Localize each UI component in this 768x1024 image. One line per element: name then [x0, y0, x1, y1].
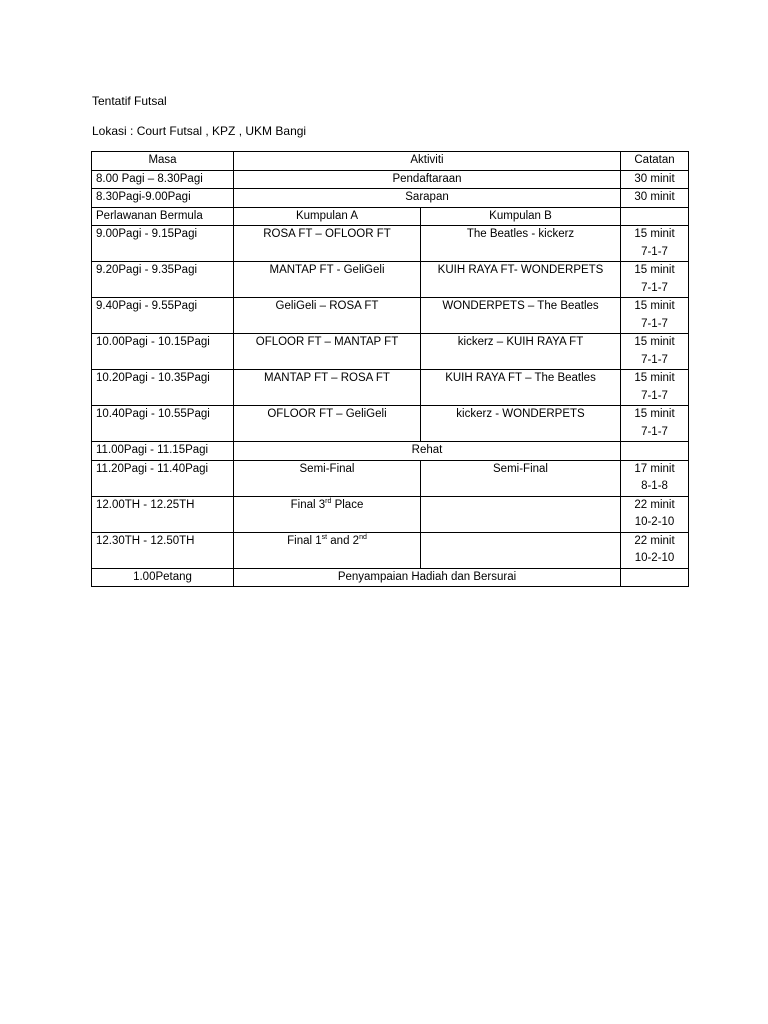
final-first-time: 12.30TH - 12.50TH: [92, 532, 234, 568]
header-masa: Masa: [92, 152, 234, 171]
empty-cell: [621, 568, 689, 587]
group-b-match: The Beatles - kickerz: [421, 226, 621, 262]
match-time: 9.40Pagi - 9.55Pagi: [92, 298, 234, 334]
final-third-format: 10-2-10: [634, 516, 675, 528]
match-format: 7-1-7: [641, 245, 668, 258]
rest-time: 11.00Pagi - 11.15Pagi: [92, 442, 234, 461]
match-row: [92, 406, 689, 442]
match-time: 10.20Pagi - 10.35Pagi: [92, 370, 234, 406]
match-duration: 15 minit: [634, 408, 675, 420]
breakfast-row: [92, 189, 689, 208]
group-b-match: kickerz – KUIH RAYA FT: [421, 334, 621, 370]
rest-activity: Rehat: [234, 442, 621, 461]
semi-final-duration: 17 minit: [634, 462, 675, 475]
match-note: [621, 298, 689, 334]
group-b-match: KUIH RAYA FT – The Beatles: [421, 370, 621, 406]
closing-activity: Penyampaian Hadiah dan Bersurai: [234, 568, 621, 587]
match-format: 7-1-7: [641, 281, 668, 294]
registration-note: 30 minit: [621, 170, 689, 189]
schedule-table: [91, 151, 689, 587]
group-b-match: WONDERPETS – The Beatles: [421, 298, 621, 334]
group-a-match: ROSA FT – OFLOOR FT: [234, 226, 421, 262]
final-third-duration: 22 minit: [634, 498, 675, 511]
match-format: 7-1-7: [641, 389, 668, 402]
match-row: [92, 370, 689, 406]
final-third-note: [621, 496, 689, 532]
group-a-match: OFLOOR FT – MANTAP FT: [234, 334, 421, 370]
final-first-label: Final 1st and 2nd: [234, 532, 421, 568]
rest-row: [92, 442, 689, 461]
match-row: [92, 262, 689, 298]
final-third-label: Final 3rd Place: [234, 496, 421, 532]
group-a-match: GeliGeli – ROSA FT: [234, 298, 421, 334]
empty-cell: [421, 532, 621, 568]
group-b-match: kickerz - WONDERPETS: [421, 406, 621, 442]
breakfast-activity: Sarapan: [234, 189, 621, 208]
match-note: [621, 334, 689, 370]
final-third-row: [92, 496, 689, 532]
semi-final-group-a: Semi-Final: [234, 460, 421, 496]
match-time: 9.00Pagi - 9.15Pagi: [92, 226, 234, 262]
match-note: [621, 406, 689, 442]
empty-cell: [621, 207, 689, 226]
match-format: 7-1-7: [641, 353, 668, 366]
match-duration: 15 minit: [634, 372, 675, 384]
match-duration: 15 minit: [634, 228, 675, 240]
match-format: 7-1-7: [641, 425, 668, 438]
group-b-match: KUIH RAYA FT- WONDERPETS: [421, 262, 621, 298]
empty-cell: [621, 442, 689, 461]
match-note: [621, 262, 689, 298]
final-first-duration: 22 minit: [634, 534, 675, 547]
match-duration: 15 minit: [634, 264, 675, 276]
semi-final-format: 8-1-8: [641, 480, 668, 492]
header-aktiviti: Aktiviti: [234, 152, 621, 171]
semi-final-note: [621, 460, 689, 496]
match-duration: 15 minit: [634, 300, 675, 312]
match-start-label: Perlawanan Bermula: [92, 207, 234, 226]
final-first-row: [92, 532, 689, 568]
group-a-match: MANTAP FT – ROSA FT: [234, 370, 421, 406]
group-a-header: Kumpulan A: [234, 207, 421, 226]
match-time: 10.40Pagi - 10.55Pagi: [92, 406, 234, 442]
breakfast-time: 8.30Pagi-9.00Pagi: [92, 189, 234, 208]
header-row: [92, 152, 689, 171]
semi-final-time: 11.20Pagi - 11.40Pagi: [92, 460, 234, 496]
empty-cell: [421, 496, 621, 532]
group-b-header: Kumpulan B: [421, 207, 621, 226]
semi-final-row: [92, 460, 689, 496]
match-time: 10.00Pagi - 10.15Pagi: [92, 334, 234, 370]
final-first-note: [621, 532, 689, 568]
match-note: [621, 370, 689, 406]
match-duration: 15 minit: [634, 336, 675, 348]
header-catatan: Catatan: [621, 152, 689, 171]
match-row: [92, 298, 689, 334]
match-format: 7-1-7: [641, 317, 668, 330]
closing-row: [92, 568, 689, 587]
match-note: [621, 226, 689, 262]
final-third-time: 12.00TH - 12.25TH: [92, 496, 234, 532]
semi-final-group-b: Semi-Final: [421, 460, 621, 496]
page-title: Tentatif Futsal: [92, 94, 167, 108]
closing-time: 1.00Petang: [92, 568, 234, 587]
registration-row: [92, 170, 689, 189]
match-start-row: [92, 207, 689, 226]
group-a-match: OFLOOR FT – GeliGeli: [234, 406, 421, 442]
final-first-format: 10-2-10: [634, 552, 675, 564]
registration-activity: Pendaftaraan: [234, 170, 621, 189]
group-a-match: MANTAP FT - GeliGeli: [234, 262, 421, 298]
match-time: 9.20Pagi - 9.35Pagi: [92, 262, 234, 298]
registration-time: 8.00 Pagi – 8.30Pagi: [92, 170, 234, 189]
match-row: [92, 226, 689, 262]
match-row: [92, 334, 689, 370]
location-line: Lokasi : Court Futsal , KPZ , UKM Bangi: [92, 124, 307, 138]
breakfast-note: 30 minit: [621, 189, 689, 208]
